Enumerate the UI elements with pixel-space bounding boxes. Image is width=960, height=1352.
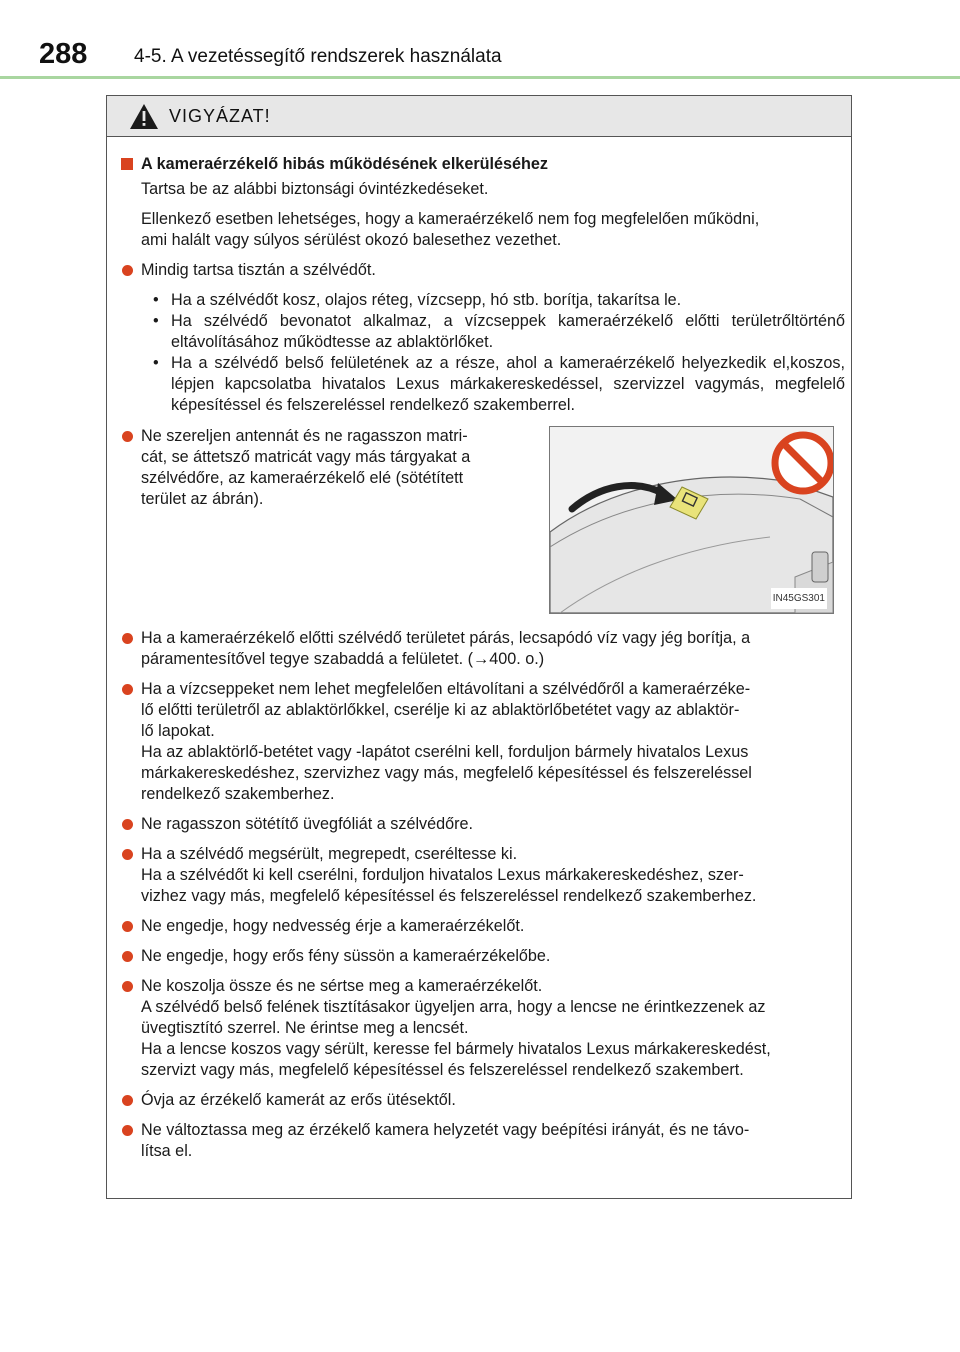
warning-items-list <box>119 628 845 1162</box>
text-line: Ha a szélvédő megsérült, megrepedt, cseréltesse ki. <box>141 845 518 863</box>
text-line: koszos, lépjen kapcsolatba hivatalos Lexus márkakereskedéssel, szervizzel vagy <box>171 354 845 393</box>
round-bullet-icon <box>122 1095 133 1106</box>
page-number: 288 <box>39 38 88 70</box>
text-line: Ha a kameraérzékelő előtti szélvédő területet párás, lecsapódó víz vagy jég borítja, a <box>141 629 751 647</box>
page-header <box>0 0 960 84</box>
text-line: márkakereskedéshez, szervizhez vagy más, megfelelő képesítéssel és felszereléssel <box>141 764 752 782</box>
list-item <box>119 916 845 937</box>
round-bullet-icon <box>122 849 133 860</box>
list-item <box>119 946 845 967</box>
text-line: Ha a szélvédőt kosz, olajos réteg, vízcsepp, hó stb. borítja, takarítsa le. <box>171 291 682 309</box>
warning-title: VIGYÁZAT! <box>169 106 271 126</box>
intro-paragraph-2: Ellenkező esetben lehetséges, hogy a kameraérzékelő nem fog megfelelően működni, ami halált vagy súlyos sérülést okozó balesethez vezethet. <box>141 210 760 249</box>
text-line: Ne szereljen antennát és ne ragasszon matri- <box>141 427 468 445</box>
text-line: Ne ragasszon sötétítő üvegfóliát a szélvédőre. <box>141 815 474 833</box>
text-line: Ne változtassa meg az érzékelő kamera helyzetét vagy beépítési irányát, és ne távo- <box>141 1121 750 1139</box>
list-item <box>119 976 845 1081</box>
warning-header <box>107 96 851 137</box>
text-line: Ne koszolja össze és ne sértse meg a kameraérzékelőt. <box>141 977 543 995</box>
text-line: Ha a vízcseppeket nem lehet megfelelően eltávolítani a szélvédőről a kameraérzéke- <box>141 680 751 698</box>
text-line: más, megfelelő képesítéssel és felszereléssel rendelkező szakemberrel. <box>171 375 846 414</box>
list-item <box>119 1090 845 1111</box>
sub-list-item <box>119 353 845 416</box>
list-item <box>119 844 845 907</box>
text-line: Ha szélvédő bevonatot alkalmaz, a vízcseppek kameraérzékelő előtti területről <box>171 312 795 330</box>
sub-list-item <box>119 311 845 353</box>
text-line: Ha az ablaktörlő-betétet vagy -lapátot cserélni kell, forduljon bármely hivatalos Lexus <box>141 743 749 761</box>
text-line: lő előtti területről az ablaktörlőkkel, cserélje ki az ablaktörlőbetétet vagy az ablaktör- <box>141 701 740 719</box>
figure-code: IN45GS301 <box>771 588 827 609</box>
round-bullet-icon <box>122 684 133 695</box>
text-line: rendelkező szakemberhez. <box>141 785 335 803</box>
list-item <box>119 628 845 670</box>
round-bullet-icon <box>122 921 133 932</box>
header-rule <box>0 76 960 79</box>
round-bullet-icon <box>122 265 133 276</box>
figure-row <box>119 426 845 622</box>
list-item <box>119 679 845 805</box>
text-line: Ha a szélvédőt ki kell cserélni, forduljon hivatalos Lexus márkakereskedéshez, szer- <box>141 866 744 884</box>
text-line: Ha a szélvédő belső felületének az a része, ahol a kameraérzékelő helyezkedik el, <box>171 354 791 372</box>
small-bullet-icon: • <box>153 312 159 330</box>
round-bullet-icon <box>122 1125 133 1136</box>
text-line: Ne engedje, hogy nedvesség érje a kameraérzékelőt. <box>141 917 525 935</box>
text-line: lő lapokat. <box>141 722 215 740</box>
text-line: Óvja az érzékelő kamerát az erős ütésektől. <box>141 1091 456 1109</box>
text-line: szervizt vagy más, megfelelő képesítéssel és felszereléssel rendelkező szakembert. <box>141 1061 744 1079</box>
text-line: lítsa el. <box>141 1142 193 1160</box>
windshield-figure-svg <box>550 427 833 613</box>
section-title: A kameraérzékelő hibás működésének elkerüléséhez <box>119 154 845 175</box>
list-item <box>119 1120 845 1162</box>
text-line: Ha a lencse koszos vagy sérült, keresse fel bármely hivatalos Lexus márkakereskedést, <box>141 1040 771 1058</box>
warning-triangle-icon <box>129 103 159 130</box>
round-bullet-icon <box>122 951 133 962</box>
text-line: terület az ábrán). <box>141 490 264 508</box>
small-bullet-icon: • <box>153 354 159 372</box>
text-line: páramentesítővel tegye szabaddá a felületet. (→400. o.) <box>141 650 545 668</box>
text-line: üvegtisztító szerrel. Ne érintse meg a lencsét. <box>141 1019 469 1037</box>
text-line: szélvédőre, az kameraérzékelő elé (sötétített <box>141 469 464 487</box>
list-item <box>119 814 845 835</box>
text-line: vizhez vagy más, megfelelő képesítéssel és felszereléssel rendelkező szakemberhez. <box>141 887 757 905</box>
intro-paragraph-1: Tartsa be az alábbi biztonsági óvintézkedéseket. <box>141 180 489 198</box>
round-bullet-icon <box>122 633 133 644</box>
windshield-illustration <box>549 426 834 614</box>
list-item-antenna <box>119 426 519 510</box>
warning-box <box>106 95 852 1199</box>
small-bullet-icon: • <box>153 291 159 309</box>
round-bullet-icon <box>122 431 133 442</box>
text-line: Ne engedje, hogy erős fény süssön a kameraérzékelőbe. <box>141 947 551 965</box>
list-item-clean-windshield: Mindig tartsa tisztán a szélvédőt. <box>119 260 845 281</box>
sub-list-item <box>119 290 845 311</box>
round-bullet-icon <box>122 981 133 992</box>
square-bullet-icon <box>121 158 133 170</box>
sub-list <box>119 290 845 416</box>
chapter-title: 4-5. A vezetéssegítő rendszerek használata <box>134 46 502 67</box>
text-line: történő eltávolításához működtesse az ablaktörlőket. <box>171 312 845 351</box>
round-bullet-icon <box>122 819 133 830</box>
text-line: cát, se áttetsző matricát vagy más tárgyakat a <box>141 448 471 466</box>
text-line: A szélvédő belső felének tisztításakor ügyeljen arra, hogy a lencse ne érintkezzenek az <box>141 998 766 1016</box>
warning-content <box>119 154 845 1171</box>
